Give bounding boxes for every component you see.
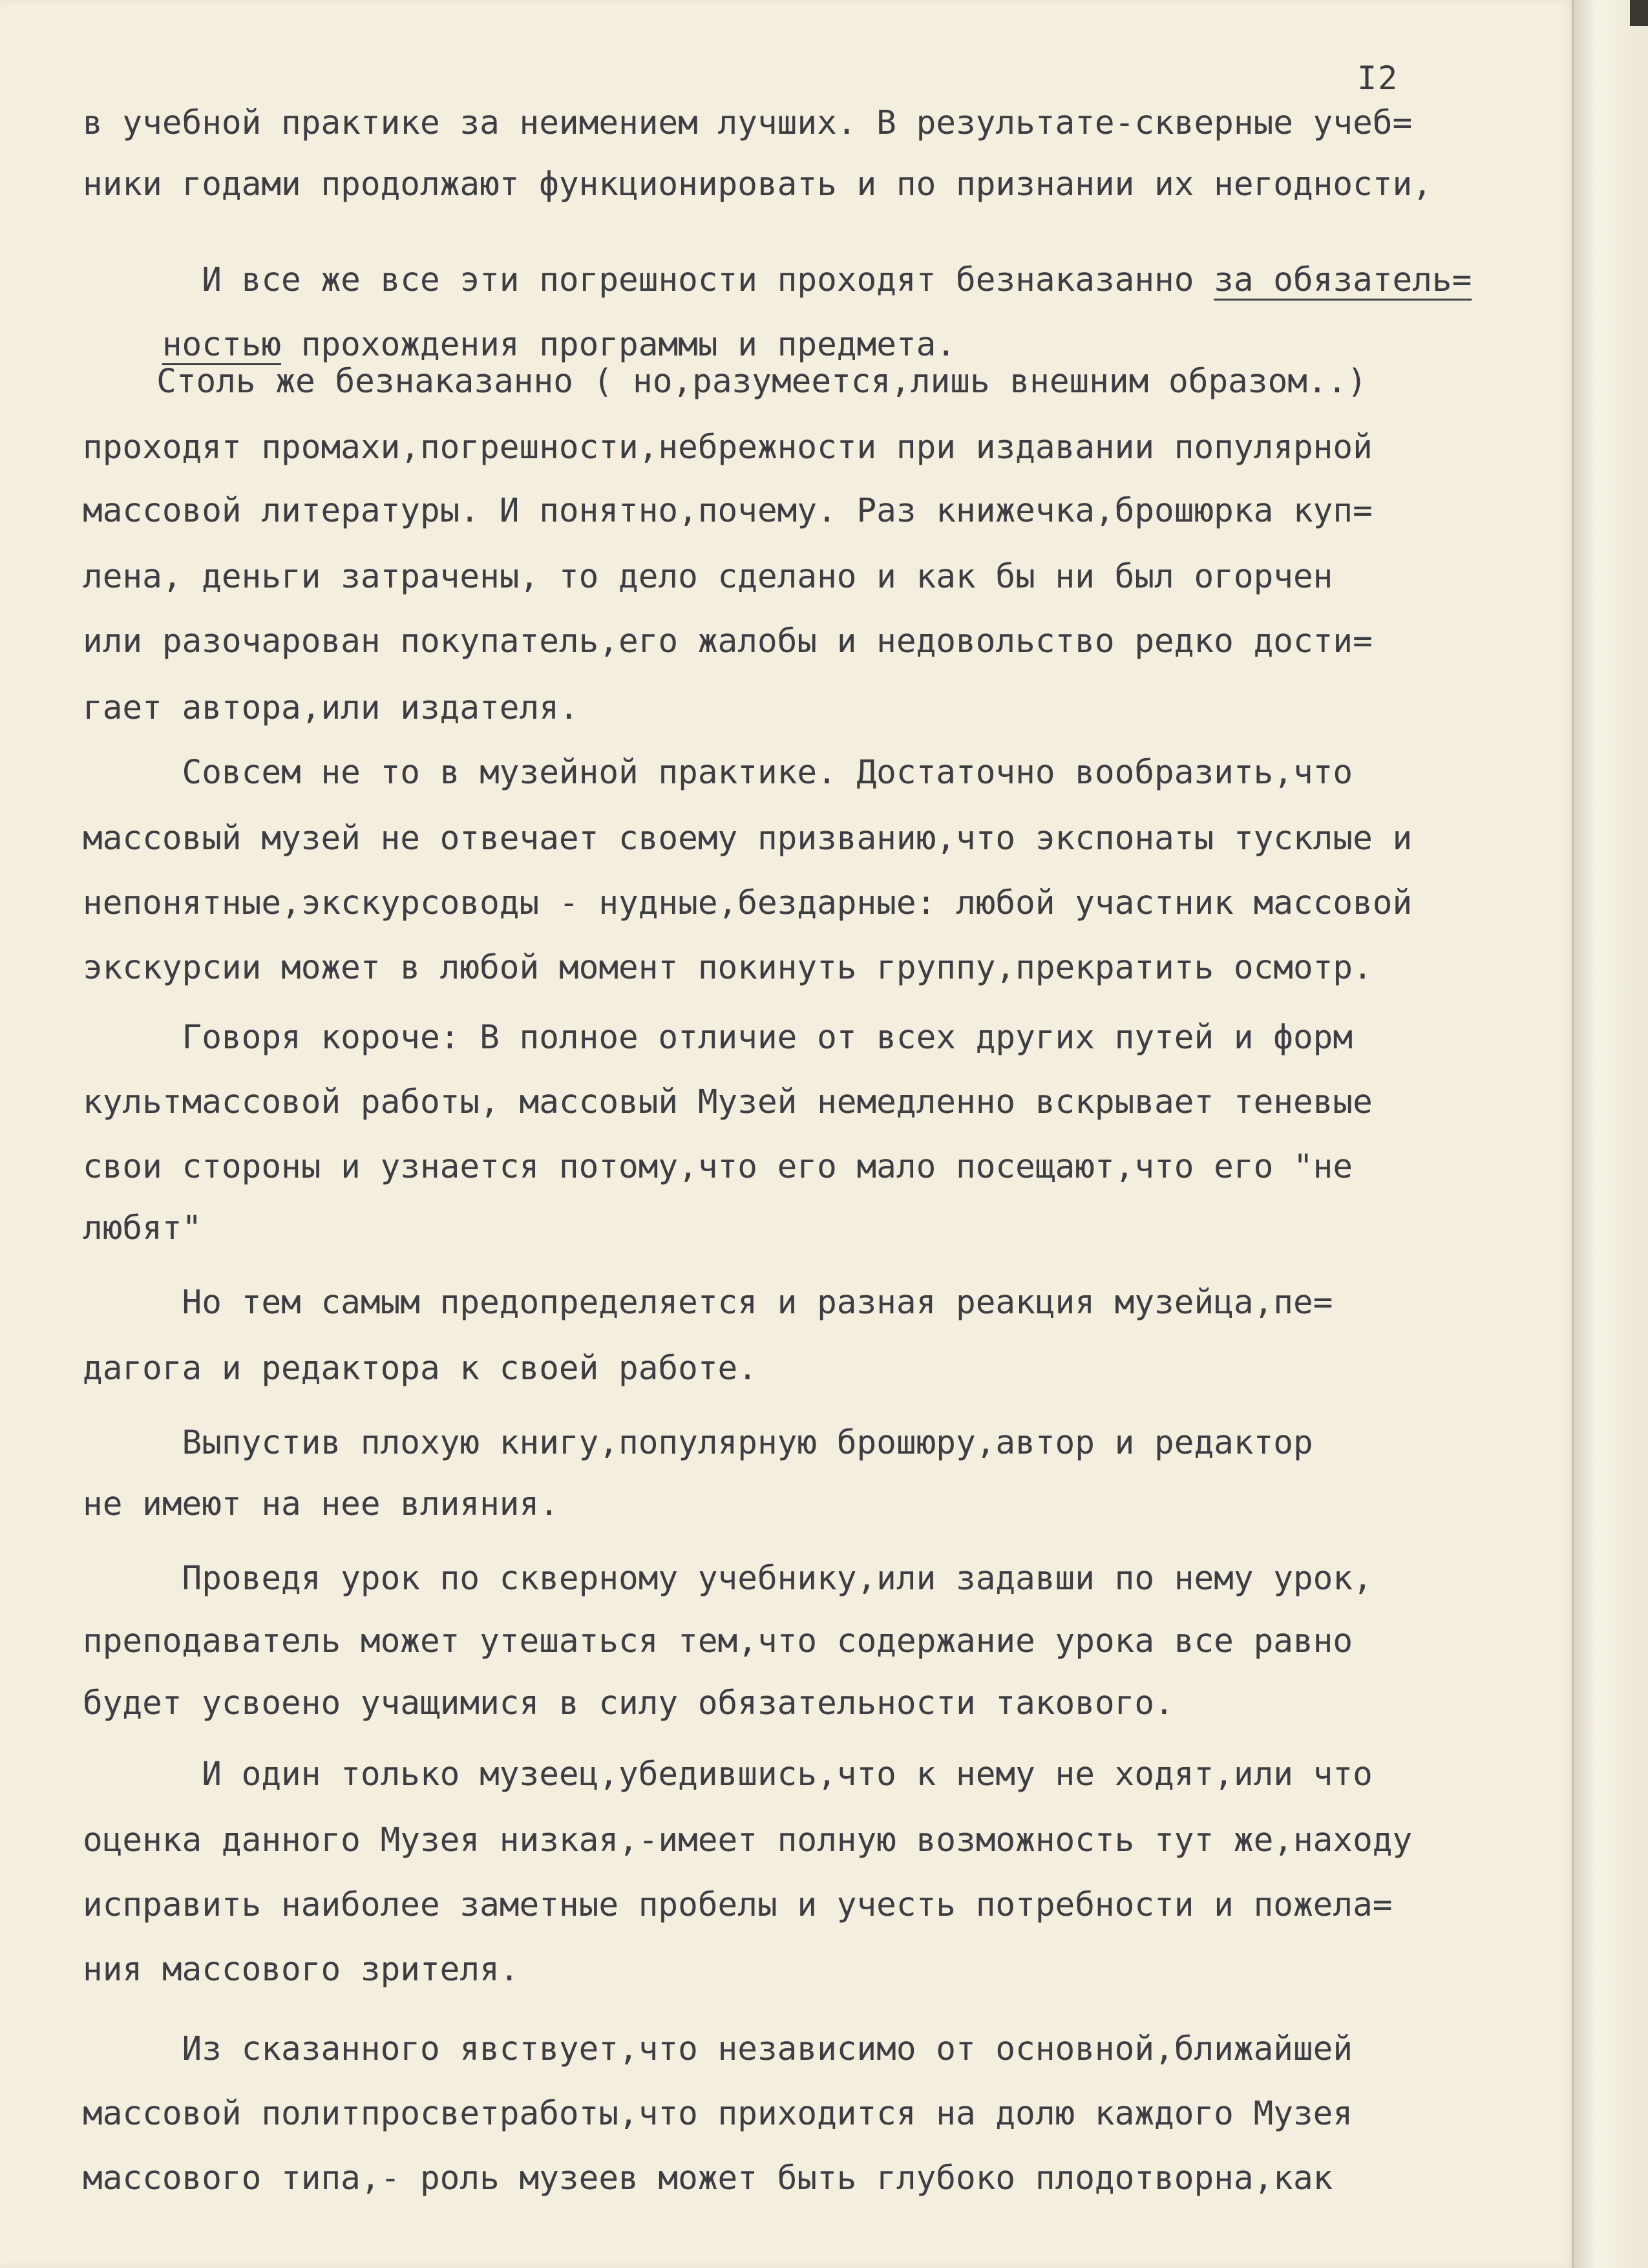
text-line-32: массового типа,- роль музеев может быть глубоко плодотворна,как <box>83 2159 1333 2198</box>
text-line-15: Говоря короче: В полное отличие от всех других путей и форм <box>83 1019 1353 1057</box>
page-edge <box>1572 0 1648 2268</box>
scan-corner-shadow <box>1630 0 1648 26</box>
text-line-3-plain: И все же все эти погрешности проходят безнаказанно <box>162 261 1214 299</box>
underlined-phrase-end: ностью <box>162 326 282 364</box>
text-line-19: Но тем самым предопределяется и разная реакция музейца,пе= <box>83 1284 1333 1322</box>
text-line-4-rest: прохождения программы и предмета. <box>281 326 956 364</box>
text-line-11: Совсем не то в музейной практике. Достаточно вообразить,что <box>83 754 1353 792</box>
text-line-5: Столь же безнаказанно ( но,разумеется,лишь внешним образом..) <box>97 363 1368 401</box>
text-line-17: свои стороны и узнается потому,что его мало посещают,что его "не <box>83 1148 1353 1186</box>
text-line-18: любят" <box>83 1209 202 1247</box>
text-line-6: проходят промахи,погрешности,небрежности при издавании популярной <box>83 429 1373 467</box>
text-line-9: или разочарован покупатель,его жалобы и недовольство редко дости= <box>83 622 1373 661</box>
underlined-phrase-start: за обязатель= <box>1214 261 1472 299</box>
text-line-23: Проведя урок по скверному учебнику,или задавши по нему урок, <box>83 1560 1373 1598</box>
text-line-10: гает автора,или издателя. <box>83 689 579 727</box>
text-line-12: массовый музей не отвечает своему призванию,что экспонаты тусклые и <box>83 820 1413 858</box>
text-line-20: дагога и редактора к своей работе. <box>83 1350 757 1388</box>
text-line-2: ники годами продолжают функционировать и по признании их негодности, <box>83 165 1432 204</box>
page-number: I2 <box>1357 59 1399 97</box>
text-line-28: исправить наиболее заметные пробелы и учесть потребности и пожела= <box>83 1886 1393 1924</box>
text-line-21: Выпустив плохую книгу,популярную брошюру,автор и редактор <box>83 1424 1313 1462</box>
text-line-16: культмассовой работы, массовый Музей немедленно вскрывает теневые <box>83 1083 1373 1121</box>
text-line-26: И один только музеец,убедившись,что к нему не ходят,или что <box>83 1755 1373 1794</box>
text-line-8: лена, деньги затрачены, то дело сделано и как бы ни был огорчен <box>83 558 1333 596</box>
text-line-27: оценка данного Музея низкая,-имеет полную возможность тут же,находу <box>83 1821 1413 1860</box>
text-line-22: не имеют на нее влияния. <box>83 1485 559 1523</box>
text-line-1: в учебной практике за неимением лучших. В результате-скверные учеб= <box>83 104 1413 142</box>
text-line-13: непонятные,экскурсоводы - нудные,бездарные: любой участник массовой <box>83 884 1413 922</box>
text-line-29: ния массового зрителя. <box>83 1951 520 1989</box>
text-line-24: преподаватель может утешаться тем,что содержание урока все равно <box>83 1622 1353 1660</box>
text-line-25: будет усвоено учащимися в силу обязательности такового. <box>83 1684 1174 1722</box>
text-line-7: массовой литературы. И понятно,почему. Раз книжечка,брошюрка куп= <box>83 492 1373 530</box>
text-line-30: Из сказанного явствует,что независимо от основной,ближайшей <box>83 2030 1353 2068</box>
text-line-14: экскурсии может в любой момент покинуть группу,прекратить осмотр. <box>83 949 1373 987</box>
text-line-31: массовой политпросветработы,что приходится на долю каждого Музея <box>83 2095 1353 2133</box>
